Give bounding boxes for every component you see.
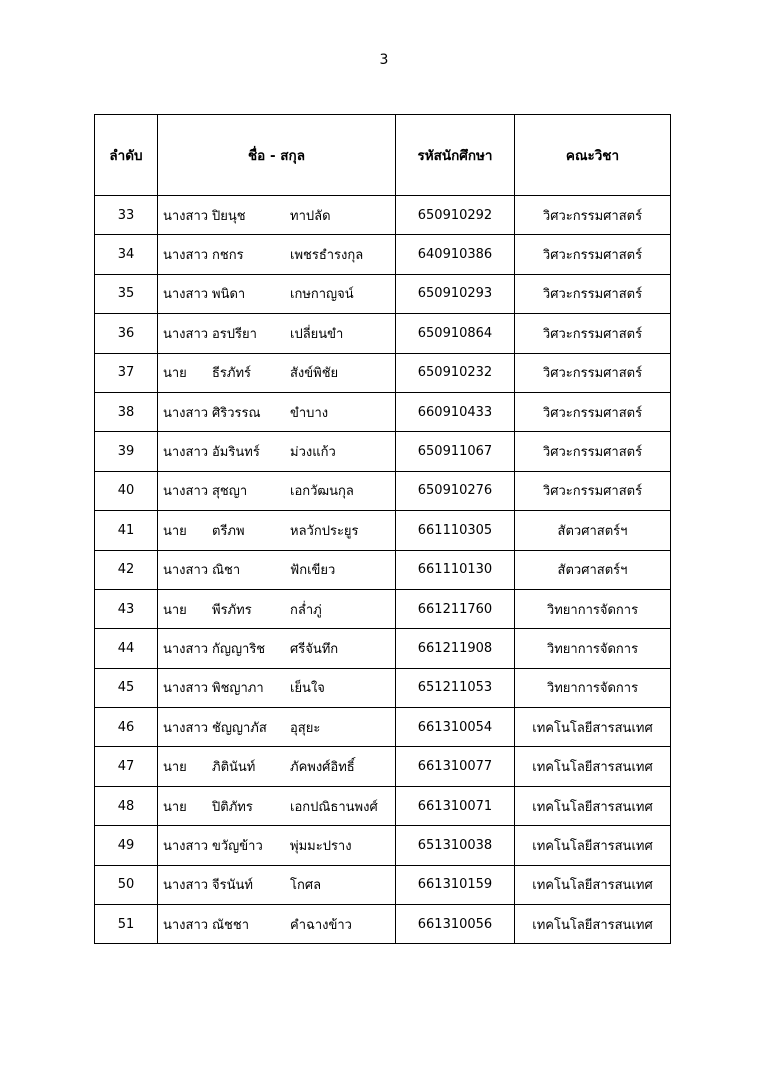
row-seq: 34	[95, 235, 158, 274]
name-title: นางสาว	[163, 878, 209, 894]
row-name-cell	[158, 314, 396, 353]
row-name-cell	[158, 826, 396, 865]
row-name-cell	[158, 274, 396, 313]
row-student-id: 661211908	[396, 629, 515, 668]
table-row	[95, 353, 671, 392]
last-name: เปลี่ยนขำ	[290, 326, 344, 342]
name-title: นาย	[163, 760, 187, 776]
row-seq: 37	[95, 353, 158, 392]
row-faculty: เทคโนโลยีสารสนเทศ	[515, 905, 671, 944]
full-name	[158, 235, 395, 273]
row-seq: 41	[95, 511, 158, 550]
table-row	[95, 826, 671, 865]
name-title: นาย	[163, 366, 187, 382]
last-name: เพชรธำรงกุล	[290, 248, 364, 264]
last-name: ม่วงแก้ว	[290, 445, 336, 461]
name-title: นางสาว	[163, 917, 209, 933]
last-name: ภัคพงศ์อิทธิ์	[290, 760, 355, 776]
name-title: นางสาว	[163, 326, 209, 342]
name-title: นางสาว	[163, 641, 209, 657]
row-student-id: 660910433	[396, 392, 515, 431]
last-name: เอกวัฒนกุล	[290, 484, 354, 500]
row-faculty: วิศวะกรรมศาสตร์	[515, 471, 671, 510]
row-student-id: 661310077	[396, 747, 515, 786]
full-name	[158, 472, 395, 510]
row-student-id: 661310056	[396, 905, 515, 944]
row-seq: 46	[95, 708, 158, 747]
first-name: จีรนันท์	[212, 878, 253, 894]
row-faculty: วิศวะกรรมศาสตร์	[515, 314, 671, 353]
row-faculty: วิทยาการจัดการ	[515, 629, 671, 668]
name-title: นางสาว	[163, 445, 209, 461]
full-name	[158, 275, 395, 313]
header-row	[95, 115, 671, 196]
full-name	[158, 747, 395, 785]
row-student-id: 650910292	[396, 196, 515, 235]
row-seq: 51	[95, 905, 158, 944]
name-title: นางสาว	[163, 208, 209, 224]
row-seq: 35	[95, 274, 158, 313]
header-seq: ลำดับ	[95, 115, 158, 196]
last-name: กล่ำภู่	[290, 602, 322, 618]
last-name: อุสุยะ	[290, 720, 321, 736]
first-name: พนิดา	[212, 287, 246, 303]
full-name	[158, 708, 395, 746]
name-title: นางสาว	[163, 681, 209, 697]
first-name: สุชญา	[212, 484, 248, 500]
row-name-cell	[158, 471, 396, 510]
table-row	[95, 432, 671, 471]
row-student-id: 661310159	[396, 865, 515, 904]
header-student-id: รหัสนักศึกษา	[396, 115, 515, 196]
row-name-cell	[158, 196, 396, 235]
row-seq: 40	[95, 471, 158, 510]
row-seq: 36	[95, 314, 158, 353]
row-faculty: เทคโนโลยีสารสนเทศ	[515, 786, 671, 825]
row-seq: 43	[95, 589, 158, 628]
full-name	[158, 629, 395, 667]
row-student-id: 650910864	[396, 314, 515, 353]
row-name-cell	[158, 432, 396, 471]
first-name: ปิติภัทร	[212, 799, 253, 815]
row-student-id: 661310071	[396, 786, 515, 825]
full-name	[158, 196, 395, 234]
table-row	[95, 550, 671, 589]
last-name: เอกปณิธานพงศ์	[290, 799, 378, 815]
header-faculty: คณะวิชา	[515, 115, 671, 196]
table-row	[95, 747, 671, 786]
header-name: ชื่อ - สกุล	[158, 115, 396, 196]
first-name: ณัชชา	[212, 917, 250, 933]
row-seq: 42	[95, 550, 158, 589]
first-name: ตรีภพ	[212, 523, 245, 539]
first-name: กชกร	[212, 248, 244, 264]
row-name-cell	[158, 629, 396, 668]
row-seq: 47	[95, 747, 158, 786]
full-name	[158, 826, 395, 864]
table-header	[95, 115, 671, 196]
table-row	[95, 786, 671, 825]
row-name-cell	[158, 786, 396, 825]
row-student-id: 651310038	[396, 826, 515, 865]
row-student-id: 650910232	[396, 353, 515, 392]
full-name	[158, 905, 395, 943]
row-student-id: 640910386	[396, 235, 515, 274]
row-faculty: วิศวะกรรมศาสตร์	[515, 235, 671, 274]
row-student-id: 650910293	[396, 274, 515, 313]
row-name-cell	[158, 747, 396, 786]
row-name-cell	[158, 550, 396, 589]
first-name: พีรภัทร	[212, 602, 252, 618]
student-roster-table	[94, 114, 671, 944]
first-name: อัมรินทร์	[212, 445, 260, 461]
row-faculty: เทคโนโลยีสารสนเทศ	[515, 708, 671, 747]
full-name	[158, 511, 395, 549]
first-name: ศิริวรรณ	[212, 405, 261, 421]
full-name	[158, 669, 395, 707]
full-name	[158, 354, 395, 392]
row-name-cell	[158, 589, 396, 628]
last-name: ทาปลัด	[290, 208, 331, 224]
name-title: นาย	[163, 602, 187, 618]
last-name: สังข์พิชัย	[290, 366, 339, 382]
row-name-cell	[158, 865, 396, 904]
first-name: กัญญาริช	[212, 641, 266, 657]
row-seq: 44	[95, 629, 158, 668]
row-faculty: วิศวะกรรมศาสตร์	[515, 392, 671, 431]
row-faculty: วิศวะกรรมศาสตร์	[515, 353, 671, 392]
row-faculty: เทคโนโลยีสารสนเทศ	[515, 747, 671, 786]
table-row	[95, 314, 671, 353]
row-faculty: สัตวศาสตร์ฯ	[515, 511, 671, 550]
name-title: นาย	[163, 799, 187, 815]
last-name: เย็นใจ	[290, 681, 325, 697]
table-row	[95, 471, 671, 510]
last-name: หลวักประยูร	[290, 523, 359, 539]
last-name: ฟักเขียว	[290, 563, 336, 579]
row-name-cell	[158, 708, 396, 747]
row-faculty: สัตวศาสตร์ฯ	[515, 550, 671, 589]
row-student-id: 661310054	[396, 708, 515, 747]
last-name: คำฉางข้าว	[290, 917, 352, 933]
full-name	[158, 787, 395, 825]
row-seq: 50	[95, 865, 158, 904]
name-title: นางสาว	[163, 484, 209, 500]
name-title: นางสาว	[163, 563, 209, 579]
first-name: ภิตินันท์	[212, 760, 256, 776]
row-name-cell	[158, 905, 396, 944]
row-seq: 38	[95, 392, 158, 431]
row-seq: 49	[95, 826, 158, 865]
table-row	[95, 589, 671, 628]
table-row	[95, 274, 671, 313]
row-faculty: วิศวะกรรมศาสตร์	[515, 274, 671, 313]
first-name: ธีรภัทร์	[212, 366, 252, 382]
row-student-id: 650911067	[396, 432, 515, 471]
row-student-id: 661110305	[396, 511, 515, 550]
last-name: ศรีจันทึก	[290, 641, 339, 657]
table-row	[95, 235, 671, 274]
page-number: 3	[379, 52, 389, 68]
table-row	[95, 865, 671, 904]
table-row	[95, 708, 671, 747]
name-title: นางสาว	[163, 287, 209, 303]
row-seq: 39	[95, 432, 158, 471]
full-name	[158, 866, 395, 904]
table-body	[95, 196, 671, 944]
row-faculty: วิศวะกรรมศาสตร์	[515, 432, 671, 471]
row-name-cell	[158, 668, 396, 707]
name-title: นางสาว	[163, 248, 209, 264]
row-student-id: 651211053	[396, 668, 515, 707]
row-seq: 33	[95, 196, 158, 235]
last-name: เกษกาญจน์	[290, 287, 354, 303]
row-faculty: เทคโนโลยีสารสนเทศ	[515, 865, 671, 904]
first-name: ชัญญาภัส	[212, 720, 267, 736]
name-title: นางสาว	[163, 405, 209, 421]
full-name	[158, 393, 395, 431]
row-student-id: 661110130	[396, 550, 515, 589]
table-row	[95, 668, 671, 707]
full-name	[158, 432, 395, 470]
full-name	[158, 314, 395, 352]
last-name: พุ่มมะปราง	[290, 838, 352, 854]
row-name-cell	[158, 392, 396, 431]
name-title: นาย	[163, 523, 187, 539]
first-name: ขวัญข้าว	[212, 838, 263, 854]
name-title: นางสาว	[163, 720, 209, 736]
row-student-id: 661211760	[396, 589, 515, 628]
last-name: โกศล	[290, 878, 322, 894]
row-faculty: เทคโนโลยีสารสนเทศ	[515, 826, 671, 865]
last-name: ขำบาง	[290, 405, 329, 421]
row-name-cell	[158, 511, 396, 550]
table-row	[95, 196, 671, 235]
first-name: ณิชา	[212, 563, 241, 579]
first-name: อรปรียา	[212, 326, 257, 342]
row-name-cell	[158, 235, 396, 274]
table-row	[95, 511, 671, 550]
table-row	[95, 905, 671, 944]
first-name: ปิยนุช	[212, 208, 246, 224]
name-title: นางสาว	[163, 838, 209, 854]
row-faculty: วิศวะกรรมศาสตร์	[515, 196, 671, 235]
table-row	[95, 629, 671, 668]
row-student-id: 650910276	[396, 471, 515, 510]
row-seq: 45	[95, 668, 158, 707]
row-faculty: วิทยาการจัดการ	[515, 589, 671, 628]
first-name: พิชญาภา	[212, 681, 264, 697]
full-name	[158, 551, 395, 589]
full-name	[158, 590, 395, 628]
table-row	[95, 392, 671, 431]
row-seq: 48	[95, 786, 158, 825]
row-faculty: วิทยาการจัดการ	[515, 668, 671, 707]
row-name-cell	[158, 353, 396, 392]
